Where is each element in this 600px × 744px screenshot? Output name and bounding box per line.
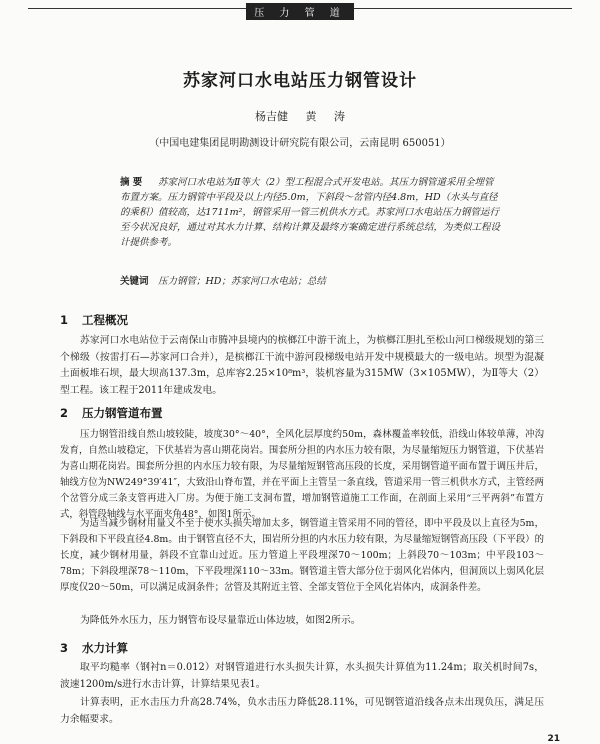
paragraph: 压力钢管沿线自然山坡较陡，坡度30°～40°，全风化层厚度约50m，森林覆盖率较低，沿线山体较单薄，冲沟发育，自然山坡稳定，下伏基岩为喜山期花岗岩。围套所分担的内水压力较有限，为尽量缩短压力钢管道，下伏基岩为喜山期花岗岩。围套所分担的内水压力较有限，为尽量缩短钢管高压段的长度，采用钢管道平面布置于调压井后，轴线方位为NW249°39′41″，大致沿山脊布置，并在平面上主管呈一条直线，管道采用一管三机供水方式，主管经两个岔管分成三条支管再进入厂房。为便于施工支洞布置，增加钢管道施工工作面，在剖面上采用“三平两斜”布置方式，斜管段轴线与水平面夹角48°，如图1所示。 <box>60 429 544 520</box>
section-title: 工程概况 <box>82 313 128 327</box>
paragraph: 计算表明，正水击压力升高28.74%，负水击压力降低28.11%，可见钢管道沿线各点未出现负压，满足压力余幅要求。 <box>60 697 544 725</box>
keywords <box>120 275 502 289</box>
paragraph: 苏家河口水电站位于云南保山市腾冲县境内的槟榔江中游干流上，为槟榔江胆扎至松山河口梯级规划的第三个梯级（按雷打石—苏家河口合并），是槟榔江干流中游河段梯级电站开发中规模最大的一级电站。坝型为混凝土面板堆石坝，最大坝高137.3m，总库容2.25×10⁸m³，装机容量为315MW（3×105MW），为Ⅱ等大（2）型工程。该工程于2011年建成发电。 <box>60 335 544 396</box>
section-title: 水力计算 <box>82 641 128 655</box>
section-heading <box>60 640 128 656</box>
keywords-text: 压力钢管；HD；苏家河口水电站；总结 <box>158 276 326 287</box>
section-title: 压力钢管道布置 <box>82 406 163 420</box>
abstract-text: 苏家河口水电站为Ⅱ等大（2）型工程混合式开发电站。其压力钢管道采用全埋管布置方案。压力钢管中平段及以上内径5.0m，下斜段～岔管内径4.8m，HD（水头与直径的乘积）值较高，达1711m²，钢管采用一管三机供水方式。苏家河口水电站压力钢管运行至今状况良好，通过对其水力计算、结构计算及最终方案确定进行系统总结，为类似工程设计提供参考。 <box>120 177 501 248</box>
running-header: 压 力 管 道 <box>246 3 354 20</box>
section-number: 2 <box>60 406 69 420</box>
section-number: 1 <box>60 313 69 327</box>
page-number: 21 <box>547 734 560 744</box>
authors: 杨吉健 黄 涛 <box>255 110 345 123</box>
paper-title: 苏家河口水电站压力钢管设计 <box>183 71 417 91</box>
paragraph: 为降低外水压力，压力钢管布设尽量靠近山体边坡，如图2所示。 <box>80 615 361 626</box>
section-number: 3 <box>60 641 69 655</box>
affiliation: （中国电建集团昆明勘测设计研究院有限公司，云南昆明 650051） <box>149 138 451 149</box>
paragraph: 取平均糙率（钢衬n＝0.012）对钢管道进行水头损失计算，水头损失计算值为11.24m；取关机时间7s，波速1200m/s进行水击计算，计算结果见表1。 <box>60 662 544 690</box>
abstract-label: 摘 要 <box>120 177 143 188</box>
paragraph: 为适当减少钢材用量又不至于使水头损失增加太多，钢管道主管采用不同的管径，即中平段及以上直径为5m，下斜段和下平段直径4.8m。由于钢管直径不大，围岩所分担的内水压力较有限，为尽量缩短钢管高压段（下平段）的长度，减少钢材用量，斜段不宜靠山过近。压力管道上平段埋深70～100m；上斜段70～103m；中平段103～78m；下斜段埋深78～110m，下平段埋深110～33m。钢管道主管大部分位于弱风化岩体内，但洞顶以上弱风化层厚度仅20～50m，可以满足成洞条件；岔管及其附近主管、全部支管位于全风化岩体内，成洞条件差。 <box>60 518 544 593</box>
abstract <box>120 175 502 250</box>
keywords-label: 关键词 <box>120 276 149 287</box>
section-heading <box>60 405 163 421</box>
section-heading <box>60 312 128 328</box>
